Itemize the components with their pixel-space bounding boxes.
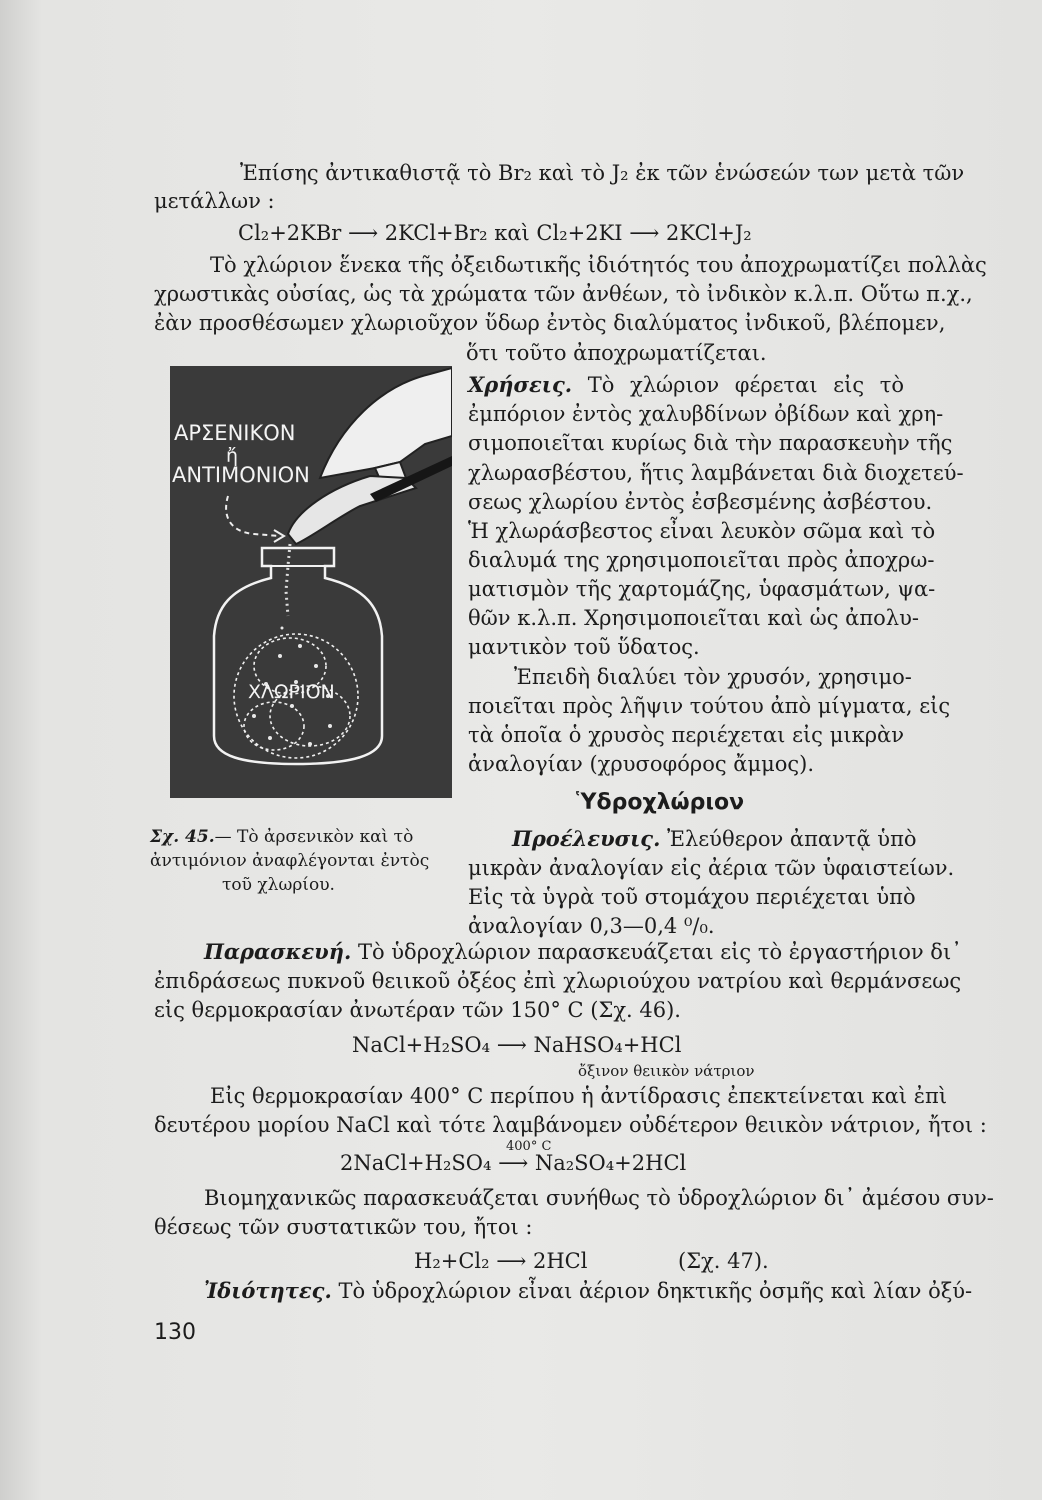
section-heading-hydrogen-chloride: Ὑδροχλώριον [576,790,745,815]
reaction-condition: 400° C [506,1139,552,1154]
uses-line: διαλυμά της χρησιμοποιεῖται πρὸς ἀποχρω- [468,548,935,572]
intro-line: Ἐπίσης ἀντικαθιστᾷ τὸ Br₂ καὶ τὸ J₂ ἐκ τῶν ἑνώσεών των μετὰ τῶν [240,161,965,185]
page-number: 130 [154,1320,196,1345]
figure-label-chlorine: ΧΛΩΡΙΟΝ [248,681,335,703]
figure-chlorine-bottle [170,366,452,798]
intro-line: μετάλλων : [154,189,275,213]
uses-text: Τὸ χλώριον φέρεται εἰς τὸ [587,373,904,397]
prep-label: Παρασκευή. [204,939,352,964]
industrial-line: θέσεως τῶν συστατικῶν του, ἤτοι : [154,1215,533,1239]
hand-illustration [320,368,452,478]
gold-line: ποιεῖται πρὸς λῆψιν τούτου ἀπὸ μίγματα, εἰς [468,694,951,718]
equation-note: ὄξινον θειικὸν νάτριον [578,1062,755,1080]
origin-line [512,826,917,852]
uses-label: Χρήσεις. [468,372,573,397]
industrial-line: Βιομηχανικῶς παρασκευάζεται συνήθως τὸ ὑδροχλώριον δι᾽ ἀμέσου συν- [204,1186,994,1210]
pointer-arrow [226,496,280,536]
uses-line: Ἡ χλωράσβεστος εἶναι λευκὸν σῶμα καὶ τὸ [468,519,936,543]
figure-caption-text: — Τὸ ἀρσενικὸν καὶ τὸ [214,827,414,847]
prep-line: εἰς θερμοκρασίαν ἀνωτέραν τῶν 150° C (Σχ. 46). [154,998,681,1022]
figure-caption-line [150,826,413,848]
figure-label-arsenic: ΑΡΣΕΝΙΚΟΝ [174,421,296,445]
properties-text: Τὸ ὑδροχλώριον εἶναι ἀέριον δηκτικῆς ὀσμῆς καὶ λίαν ὀξύ- [338,1279,973,1303]
bottle-outline [214,548,382,764]
equation-sodium-sulfate: 2NaCl+H₂SO₄ ⟶ Na₂SO₄+2HCl [340,1151,687,1175]
equation-figure-ref: (Σχ. 47). [678,1249,769,1273]
paragraph-line: Τὸ χλώριον ἕνεκα τῆς ὀξειδωτικῆς ἰδιότητός του ἀποχρωματίζει πολλὰς [210,253,987,277]
temperature-line: Εἰς θερμοκρασίαν 400° C περίπου ἡ ἀντίδρασις ἐπεκτείνεται καὶ ἐπὶ [210,1084,948,1108]
figure-caption-line: ἀντιμόνιον ἀναφλέγονται ἐντὸς [150,851,430,871]
falling-powder [286,544,290,616]
uses-line: ματισμὸν τῆς χαρτομάζης, ὑφασμάτων, ψα- [468,577,936,601]
figure-illustration [170,366,452,798]
gold-line: Ἐπειδὴ διαλύει τὸν χρυσόν, χρησιμο- [514,665,912,689]
prep-line [204,939,962,965]
properties-label: Ἰδιότητες. [204,1278,332,1303]
uses-line: χλωρασβέστου, ἥτις λαμβάνεται διὰ διοχετεύ- [468,461,964,485]
properties-line [204,1278,973,1304]
figure-label-or: ἤ [226,445,239,467]
paragraph-line: χρωστικὰς οὐσίας, ὡς τὰ χρώματα τῶν ἀνθέων, τὸ ἰνδικὸν κ.λ.π. Οὕτω π.χ., [154,282,973,306]
origin-line: ἀναλογίαν 0,3—0,4 ⁰/₀. [468,914,715,938]
paragraph-line: ὅτι τοῦτο ἀποχρωματίζεται. [466,341,767,365]
equation-synthesis: H₂+Cl₂ ⟶ 2HCl [414,1249,588,1273]
uses-line: ἐμπόριον ἐντὸς χαλυβδίνων ὀβίδων καὶ χρη- [468,402,944,426]
uses-line: μαντικὸν τοῦ ὕδατος. [468,635,700,659]
gold-line: ἀναλογίαν (χρυσοφόρος ἄμμος). [468,752,815,776]
paragraph-line: ἐὰν προσθέσωμεν χλωριοῦχον ὕδωρ ἐντὸς διαλύματος ἰνδικοῦ, βλέπομεν, [154,311,946,335]
figure-caption-number: Σχ. 45. [150,827,215,847]
origin-text: Ἐλεύθερον ἀπαντᾷ ὑπὸ [667,827,917,851]
gold-line: τὰ ὁποῖα ὁ χρυσὸς περιέχεται εἰς μικρὰν [468,723,904,747]
uses-line: σιμοποιεῖται κυρίως διὰ τὴν παρασκευὴν τῆς [468,431,953,455]
prep-text: Τὸ ὑδροχλώριον παρασκευάζεται εἰς τὸ ἐργαστήριον δι᾽ [357,940,962,964]
origin-label: Προέλευσις. [512,826,661,851]
uses-line: θῶν κ.λ.π. Χρησιμοποιεῖται καὶ ὡς ἀπολυ- [468,606,919,630]
equation-halogen-displacement: Cl₂+2KBr ⟶ 2KCl+Br₂ καὶ Cl₂+2KI ⟶ 2KCl+J₂ [238,221,752,245]
uses-line [468,372,904,398]
figure-caption-line: τοῦ χλωρίου. [222,875,335,895]
prep-line: ἐπιδράσεως πυκνοῦ θειικοῦ ὀξέος ἐπὶ χλωριούχου νατρίου καὶ θερμάνσεως [154,969,962,993]
origin-line: μικρὰν ἀναλογίαν εἰς ἀέρια τῶν ὑφαιστείων. [468,856,955,880]
equation-nacl-sulfuric: NaCl+H₂SO₄ ⟶ NaHSO₄+HCl [352,1033,682,1057]
figure-label-antimony: ΑΝΤΙΜΟΝΙΟΝ [172,463,310,487]
uses-line: σεως χλωρίου ἐντὸς ἐσβεσμένης ἀσβέστου. [468,490,933,514]
temperature-line: δευτέρου μορίου NaCl καὶ τότε λαμβάνομεν οὐδέτερον θειικὸν νάτριον, ἤτοι : [154,1113,987,1137]
origin-line: Εἰς τὰ ὑγρὰ τοῦ στομάχου περιέχεται ὑπὸ [468,885,916,909]
